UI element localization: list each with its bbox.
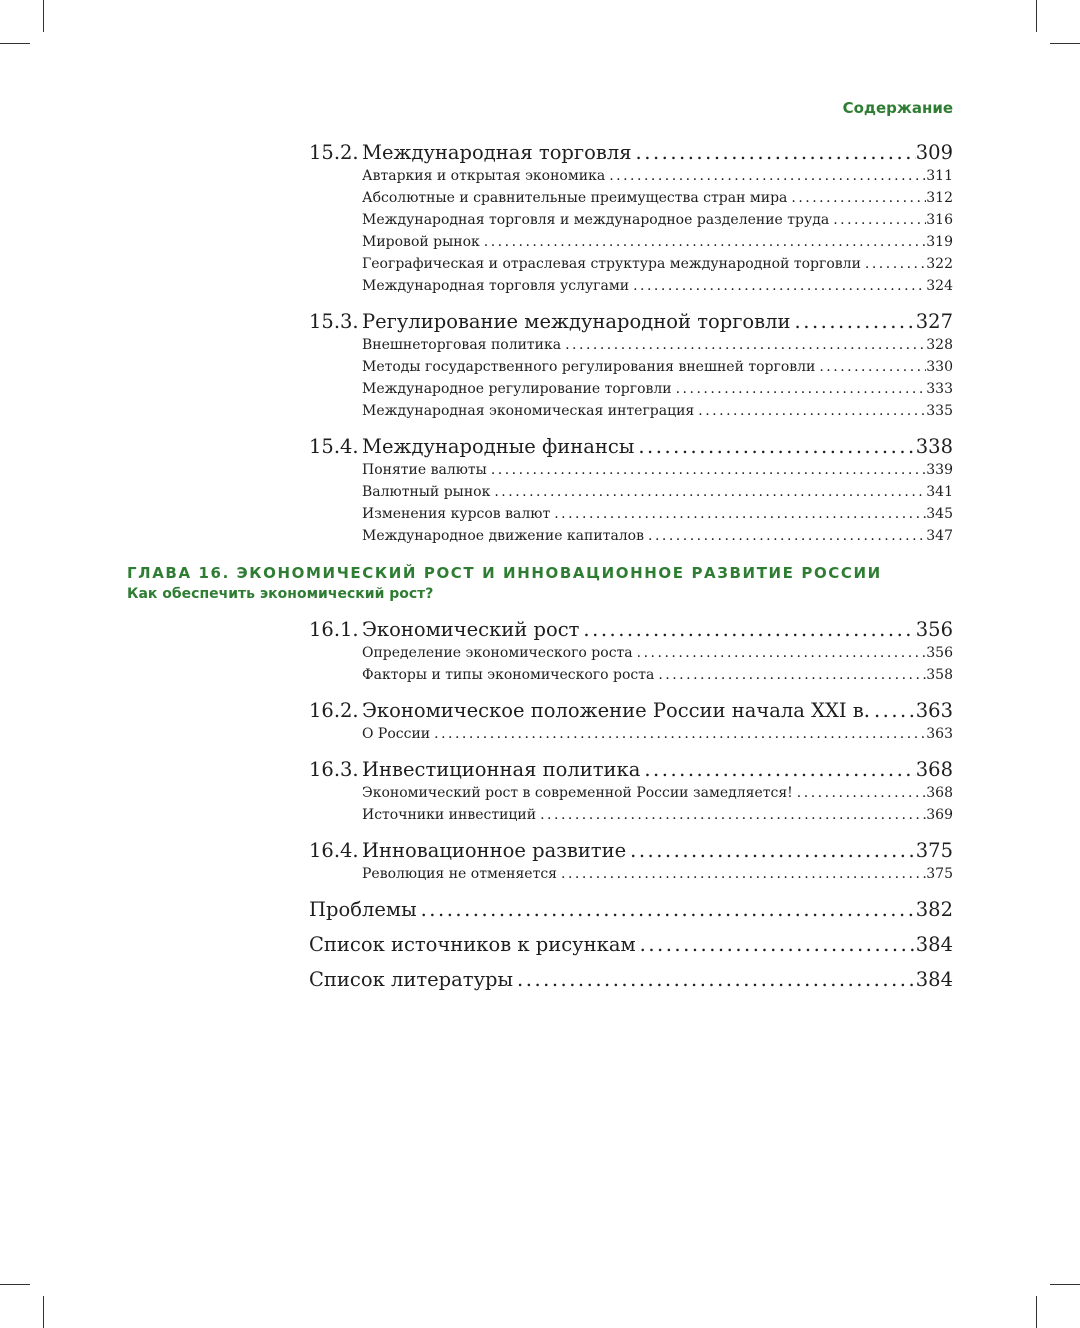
page-number: 375 [915, 839, 953, 862]
page-number: 322 [926, 256, 953, 272]
page-number: 311 [926, 168, 953, 184]
item-title: О России [362, 726, 431, 742]
toc-item[interactable] [362, 231, 953, 253]
section-number: 15.2. [309, 141, 359, 164]
toc-item[interactable] [362, 804, 953, 826]
section-title: Инновационное развитие [362, 839, 627, 862]
dot-leader [861, 253, 926, 275]
dot-leader [634, 434, 915, 459]
dot-leader [829, 209, 926, 231]
toc-item[interactable] [362, 187, 953, 209]
page-number: 345 [926, 506, 953, 522]
crop-mark [1036, 0, 1037, 32]
dot-leader [644, 525, 926, 547]
item-title: Изменения курсов валют [362, 506, 551, 522]
chapter-title[interactable]: ГЛАВА 16. ЭКОНОМИЧЕСКИЙ РОСТ И ИННОВАЦИОННОЕ РАЗВИТИЕ РОССИИ [127, 564, 882, 582]
item-title: Источники инвестиций [362, 807, 537, 823]
item-title: Валютный рынок [362, 484, 491, 500]
dot-leader [579, 617, 915, 642]
page-number: 309 [915, 141, 953, 164]
crop-mark [1036, 1296, 1037, 1328]
item-title: Международная экономическая интеграция [362, 403, 695, 419]
dot-leader [536, 804, 926, 826]
toc-item[interactable] [362, 642, 953, 664]
toc-section[interactable] [309, 434, 953, 459]
item-title: Определение экономического роста [362, 645, 633, 661]
page-number: 375 [926, 866, 953, 882]
item-title: Автаркия и открытая экономика [362, 168, 606, 184]
page-number: 382 [915, 898, 953, 921]
page-number: 338 [915, 435, 953, 458]
dot-leader [787, 187, 926, 209]
toc-item[interactable] [362, 481, 953, 503]
crop-mark [43, 0, 44, 32]
page-number: 328 [926, 337, 953, 353]
page-number: 384 [915, 968, 953, 991]
crop-mark [1050, 1284, 1080, 1285]
section-title: Регулирование международной торговли [362, 310, 791, 333]
dot-leader [636, 932, 916, 957]
dot-leader [487, 459, 926, 481]
toc-item[interactable] [362, 209, 953, 231]
dot-leader [480, 231, 927, 253]
toc-section[interactable] [309, 838, 953, 863]
item-title: Международное регулирование торговли [362, 381, 672, 397]
toc-section[interactable] [309, 309, 953, 334]
page-number: 339 [926, 462, 953, 478]
toc-item[interactable] [362, 664, 953, 686]
toc-item[interactable] [362, 378, 953, 400]
entry-title: Проблемы [309, 898, 417, 921]
page-number: 356 [915, 618, 953, 641]
dot-leader [694, 400, 926, 422]
dot-leader [550, 503, 926, 525]
dot-leader [640, 757, 915, 782]
toc-item[interactable] [362, 525, 953, 547]
dot-leader [417, 897, 916, 922]
toc-section[interactable] [309, 140, 953, 165]
toc-item[interactable] [362, 253, 953, 275]
dot-leader [430, 723, 926, 745]
page-number: 363 [915, 699, 953, 722]
dot-leader [815, 356, 926, 378]
page-number: 384 [915, 933, 953, 956]
section-title: Экономический рост [362, 618, 580, 641]
section-title: Международная торговля [362, 141, 632, 164]
toc-item[interactable] [362, 782, 953, 804]
toc-item[interactable] [362, 275, 953, 297]
dot-leader [513, 967, 916, 992]
item-title: Экономический рост в современной России замедляется! [362, 785, 793, 801]
toc-end-entry[interactable] [309, 932, 953, 957]
page-number: 341 [926, 484, 953, 500]
toc-item[interactable] [362, 400, 953, 422]
item-title: Международное движение капиталов [362, 528, 644, 544]
dot-leader [629, 275, 926, 297]
running-header: Содержание [842, 99, 953, 117]
crop-mark [1050, 43, 1080, 44]
page-number: 312 [926, 190, 953, 206]
toc-item[interactable] [362, 334, 953, 356]
toc-section[interactable] [309, 698, 953, 723]
page-number: 327 [915, 310, 953, 333]
section-number: 16.1. [309, 618, 359, 641]
toc-section[interactable] [309, 757, 953, 782]
dot-leader [654, 664, 926, 686]
page-number: 335 [926, 403, 953, 419]
crop-mark [43, 1296, 44, 1328]
page-number: 368 [915, 758, 953, 781]
item-title: Факторы и типы экономического роста [362, 667, 655, 683]
page-number: 347 [926, 528, 953, 544]
section-number: 15.4. [309, 435, 359, 458]
dot-leader [633, 642, 927, 664]
page-number: 368 [926, 785, 953, 801]
section-title: Экономическое положение России начала XXI в. [362, 699, 870, 722]
toc-item[interactable] [362, 356, 953, 378]
entry-title: Список литературы [309, 968, 514, 991]
dot-leader [557, 863, 926, 885]
toc-upper [309, 140, 953, 547]
dot-leader [793, 782, 926, 804]
toc-item[interactable] [362, 165, 953, 187]
dot-leader [561, 334, 926, 356]
page-number: 363 [926, 726, 953, 742]
section-number: 16.4. [309, 839, 359, 862]
toc-end-entry[interactable] [309, 897, 953, 922]
item-title: Мировой рынок [362, 234, 480, 250]
section-number: 16.2. [309, 699, 359, 722]
toc-section[interactable] [309, 617, 953, 642]
section-number: 16.3. [309, 758, 359, 781]
item-title: Международная торговля услугами [362, 278, 630, 294]
item-title: Абсолютные и сравнительные преимущества стран мира [362, 190, 788, 206]
item-title: Внешнеторговая политика [362, 337, 562, 353]
section-title: Инвестиционная политика [362, 758, 641, 781]
entry-title: Список источников к рисункам [309, 933, 636, 956]
dot-leader [672, 378, 927, 400]
dot-leader [605, 165, 926, 187]
chapter-subtitle: Как обеспечить экономический рост? [127, 586, 434, 602]
item-title: Понятие валюты [362, 462, 487, 478]
item-title: Географическая и отраслевая структура международной торговли [362, 256, 861, 272]
section-title: Международные финансы [362, 435, 635, 458]
page-number: 358 [926, 667, 953, 683]
page-number: 369 [926, 807, 953, 823]
page-number: 333 [926, 381, 953, 397]
toc-item[interactable] [362, 503, 953, 525]
toc-end-entry[interactable] [309, 967, 953, 992]
page-number: 319 [926, 234, 953, 250]
dot-leader [870, 698, 916, 723]
toc-item[interactable] [362, 459, 953, 481]
chapter-heading [127, 563, 953, 605]
item-title: Международная торговля и международное разделение труда [362, 212, 830, 228]
toc-item[interactable] [362, 723, 953, 745]
crop-mark [0, 43, 30, 44]
item-title: Революция не отменяется [362, 866, 557, 882]
dot-leader [490, 481, 926, 503]
page-number: 324 [926, 278, 953, 294]
dot-leader [632, 140, 916, 165]
toc-lower [309, 617, 953, 992]
section-number: 15.3. [309, 310, 359, 333]
toc-item[interactable] [362, 863, 953, 885]
page-number: 356 [926, 645, 953, 661]
item-title: Методы государственного регулирования внешней торговли [362, 359, 816, 375]
dot-leader [791, 309, 916, 334]
page-number: 316 [926, 212, 953, 228]
dot-leader [626, 838, 916, 863]
page-number: 330 [926, 359, 953, 375]
crop-mark [0, 1284, 30, 1285]
